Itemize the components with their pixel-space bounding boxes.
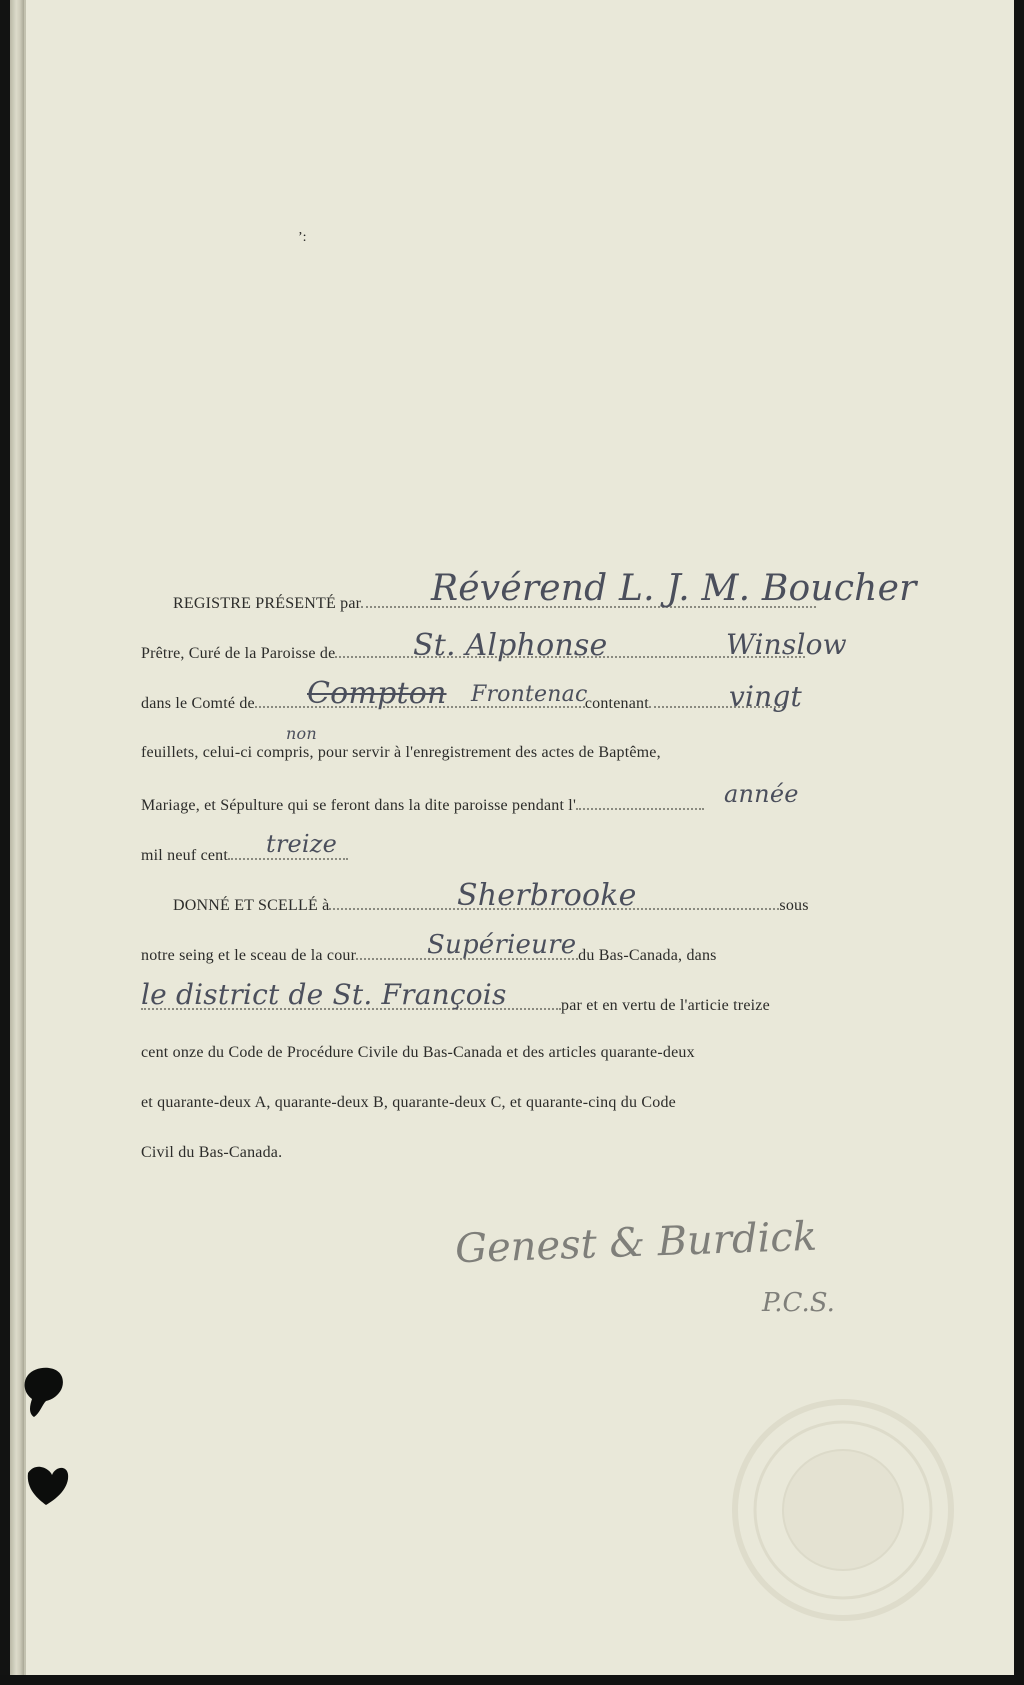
- handwritten-year-word: année: [724, 780, 799, 808]
- line-court: notre seing et le sceau de la cour du Bas-Canada, dans: [141, 944, 717, 974]
- scan-border-right: [1014, 0, 1024, 1685]
- embossed-seal-icon: [728, 1395, 958, 1625]
- line-code-articles-cont: et quarante-deux A, quarante-deux B, quarante-deux C, et quarante-cinq du Code: [141, 1094, 676, 1111]
- handwritten-court: Supérieure: [427, 930, 577, 960]
- signature: Genest & Burdick: [454, 1213, 818, 1273]
- handwritten-county-struck: Compton: [307, 676, 447, 711]
- line-code-articles: cent onze du Code de Procédure Civile du Bas-Canada et des articles quarante-deux: [141, 1044, 695, 1061]
- line-district: par et en vertu de l'articie treize: [141, 994, 770, 1024]
- handwritten-year: treize: [266, 830, 338, 858]
- handwritten-presenter: Révérend L. J. M. Boucher: [431, 568, 917, 609]
- handwritten-district: le district de St. François: [141, 978, 507, 1011]
- signature-title: P.C.S.: [762, 1288, 835, 1318]
- line-given-at: DONNÉ ET SCELLÉ à sous: [173, 894, 809, 924]
- line-county: dans le Comté de contenant: [141, 692, 784, 722]
- line-civil-code: Civil du Bas-Canada.: [141, 1144, 283, 1161]
- scan-border-left: [0, 0, 10, 1685]
- handwritten-sheets: vingt: [729, 680, 802, 713]
- handwritten-parish-extra: Winslow: [726, 628, 847, 661]
- line-sheets: feuillets, celui-ci compris, pour servir à l'enregistrement des actes de Baptême,: [141, 744, 661, 761]
- binding-holes-icon: [22, 1365, 72, 1525]
- handwritten-parish: St. Alphonse: [413, 628, 608, 663]
- handwritten-non-insert: non: [286, 724, 317, 743]
- line-presented-by: REGISTRE PRÉSENTÉ par: [173, 592, 816, 622]
- line-parish: Prêtre, Curé de la Paroisse de: [141, 642, 805, 672]
- line-year-period: Mariage, et Sépulture qui se feront dans la dite paroisse pendant l': [141, 794, 704, 824]
- page-mark: ’:: [298, 230, 307, 245]
- scan-border-bottom: [0, 1675, 1024, 1685]
- handwritten-county: Frontenac: [471, 682, 588, 707]
- line-year: mil neuf cent: [141, 844, 348, 874]
- handwritten-place: Sherbrooke: [457, 878, 637, 913]
